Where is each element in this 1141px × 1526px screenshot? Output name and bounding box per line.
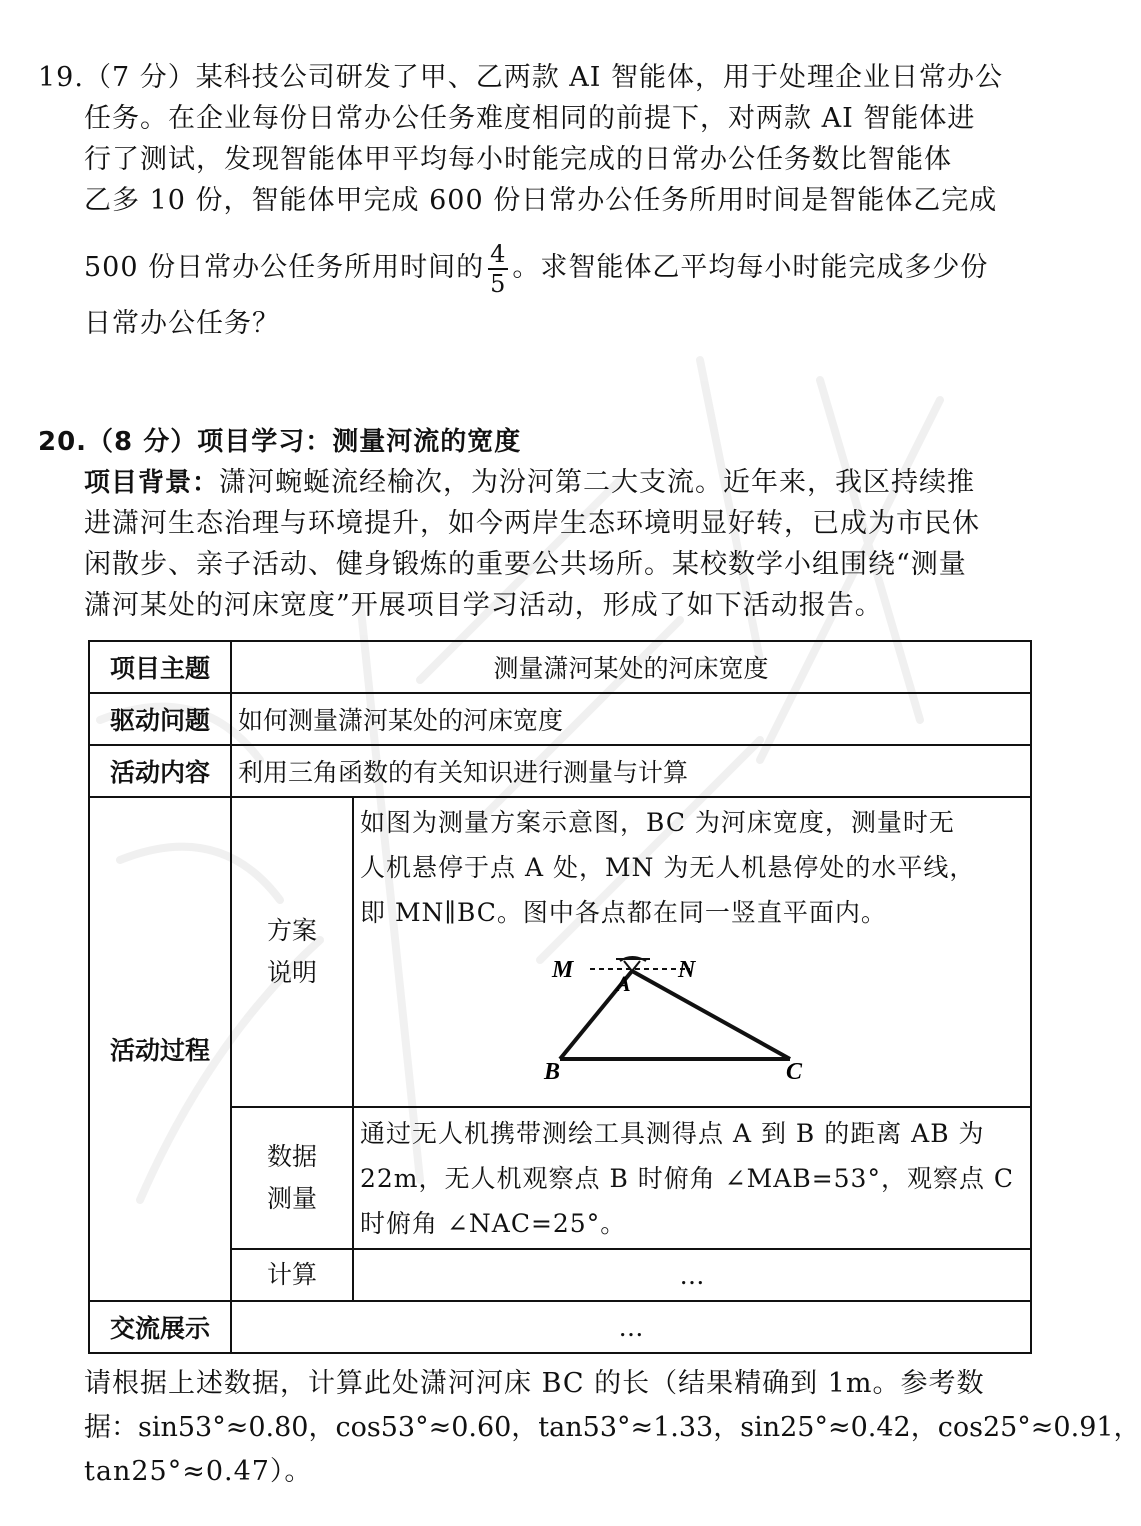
plan-line-3: 即 MN∥BC。图中各点都在同一竖直平面内。 xyxy=(360,898,887,927)
data-label-2: 测量 xyxy=(266,1184,317,1213)
plan-description xyxy=(353,797,1031,1107)
data-label xyxy=(231,1107,353,1249)
data-description xyxy=(353,1107,1031,1249)
q20-bg-text-1: 潇河蜿蜒流经榆次，为汾河第二大支流。近年来，我区持续推 xyxy=(219,467,976,498)
q19-line-1: 19.（7 分）某科技公司研发了甲、乙两款 AI 智能体，用于处理企业日常办公 xyxy=(38,62,1004,93)
label-a: A xyxy=(616,971,632,996)
q19-line-5-before: 500 份日常办公任务所用时间的 xyxy=(84,252,485,283)
q20-heading: 20.（8 分）项目学习：测量河流的宽度 xyxy=(38,427,522,457)
table-row-theme xyxy=(89,641,1031,693)
calc-label: 计算 xyxy=(231,1249,353,1301)
q19-line-6: 日常办公任务？ xyxy=(84,308,280,339)
q20-bg-line-1 xyxy=(84,465,975,501)
drive-label: 驱动问题 xyxy=(89,693,231,745)
label-n: N xyxy=(678,957,697,983)
q19-line-5-after: 。求智能体乙平均每小时能完成多少份 xyxy=(512,252,989,283)
activity-report-table xyxy=(88,640,1032,1354)
q20-bg-line-3: 闲散步、亲子活动、健身锻炼的重要公共场所。某校数学小组围绕“测量 xyxy=(84,549,967,580)
plan-line-2: 人机悬停于点 A 处，MN 为无人机悬停处的水平线， xyxy=(360,853,976,882)
content-value: 利用三角函数的有关知识进行测量与计算 xyxy=(231,745,1031,797)
q20-bg-label: 项目背景： xyxy=(84,468,220,498)
segment-ac xyxy=(632,971,790,1059)
q20-after-line-2: 据：sin53°≈0.80，cos53°≈0.60，tan53°≈1.33，sin25°≈0.42，cos25°≈0.91， xyxy=(84,1412,1141,1443)
q19-line-4: 乙多 10 份，智能体甲完成 600 份日常办公任务所用时间是智能体乙完成 xyxy=(84,185,998,216)
table-row-calc xyxy=(89,1249,1031,1301)
process-label: 活动过程 xyxy=(89,797,231,1301)
q19-line-3: 行了测试，发现智能体甲平均每小时能完成的日常办公任务数比智能体 xyxy=(84,144,952,175)
theme-value: 测量潇河某处的河床宽度 xyxy=(231,641,1031,693)
q19-line-5 xyxy=(84,238,988,298)
plan-label-1: 方案 xyxy=(266,916,317,945)
table-row-plan xyxy=(89,797,1031,1107)
q20-after-line-1: 请根据上述数据，计算此处潇河河床 BC 的长（结果精确到 1m。参考数 xyxy=(84,1368,985,1399)
share-value: … xyxy=(231,1301,1031,1353)
plan-label xyxy=(231,797,353,1107)
data-line-3: 时俯角 ∠NAC=25°。 xyxy=(360,1208,627,1238)
q20-after-line-3: tan25°≈0.47）。 xyxy=(84,1456,313,1487)
plan-label-2: 说明 xyxy=(266,958,317,987)
table-row-content xyxy=(89,745,1031,797)
theme-label: 项目主题 xyxy=(89,641,231,693)
label-m: M xyxy=(552,957,575,983)
fraction-denominator: 5 xyxy=(490,269,507,298)
label-b: B xyxy=(544,1059,562,1085)
calc-value: … xyxy=(353,1249,1031,1301)
data-line-1: 通过无人机携带测绘工具测得点 A 到 B 的距离 AB 为 xyxy=(360,1118,985,1148)
fraction-numerator: 4 xyxy=(490,239,507,268)
table-row-data xyxy=(89,1107,1031,1249)
data-label-1: 数据 xyxy=(266,1142,317,1171)
drive-value: 如何测量潇河某处的河床宽度 xyxy=(231,693,1031,745)
table-row-share xyxy=(89,1301,1031,1353)
data-line-2: 22m，无人机观察点 B 时俯角 ∠MAB=53°，观察点 C xyxy=(360,1163,1015,1193)
q20-bg-line-4: 潇河某处的河床宽度”开展项目学习活动，形成了如下活动报告。 xyxy=(84,590,883,621)
share-label: 交流展示 xyxy=(89,1301,231,1353)
q19-line-2: 任务。在企业每份日常办公任务难度相同的前提下，对两款 AI 智能体进 xyxy=(84,103,976,134)
plan-line-1: 如图为测量方案示意图，BC 为河床宽度，测量时无 xyxy=(360,808,955,837)
table-row-drive xyxy=(89,693,1031,745)
measurement-diagram xyxy=(544,939,850,1085)
content-label: 活动内容 xyxy=(89,745,231,797)
fraction-four-fifths xyxy=(488,240,508,298)
q20-bg-line-2: 进潇河生态治理与环境提升，如今两岸生态环境明显好转，已成为市民休 xyxy=(84,508,980,539)
label-c: C xyxy=(786,1059,804,1085)
